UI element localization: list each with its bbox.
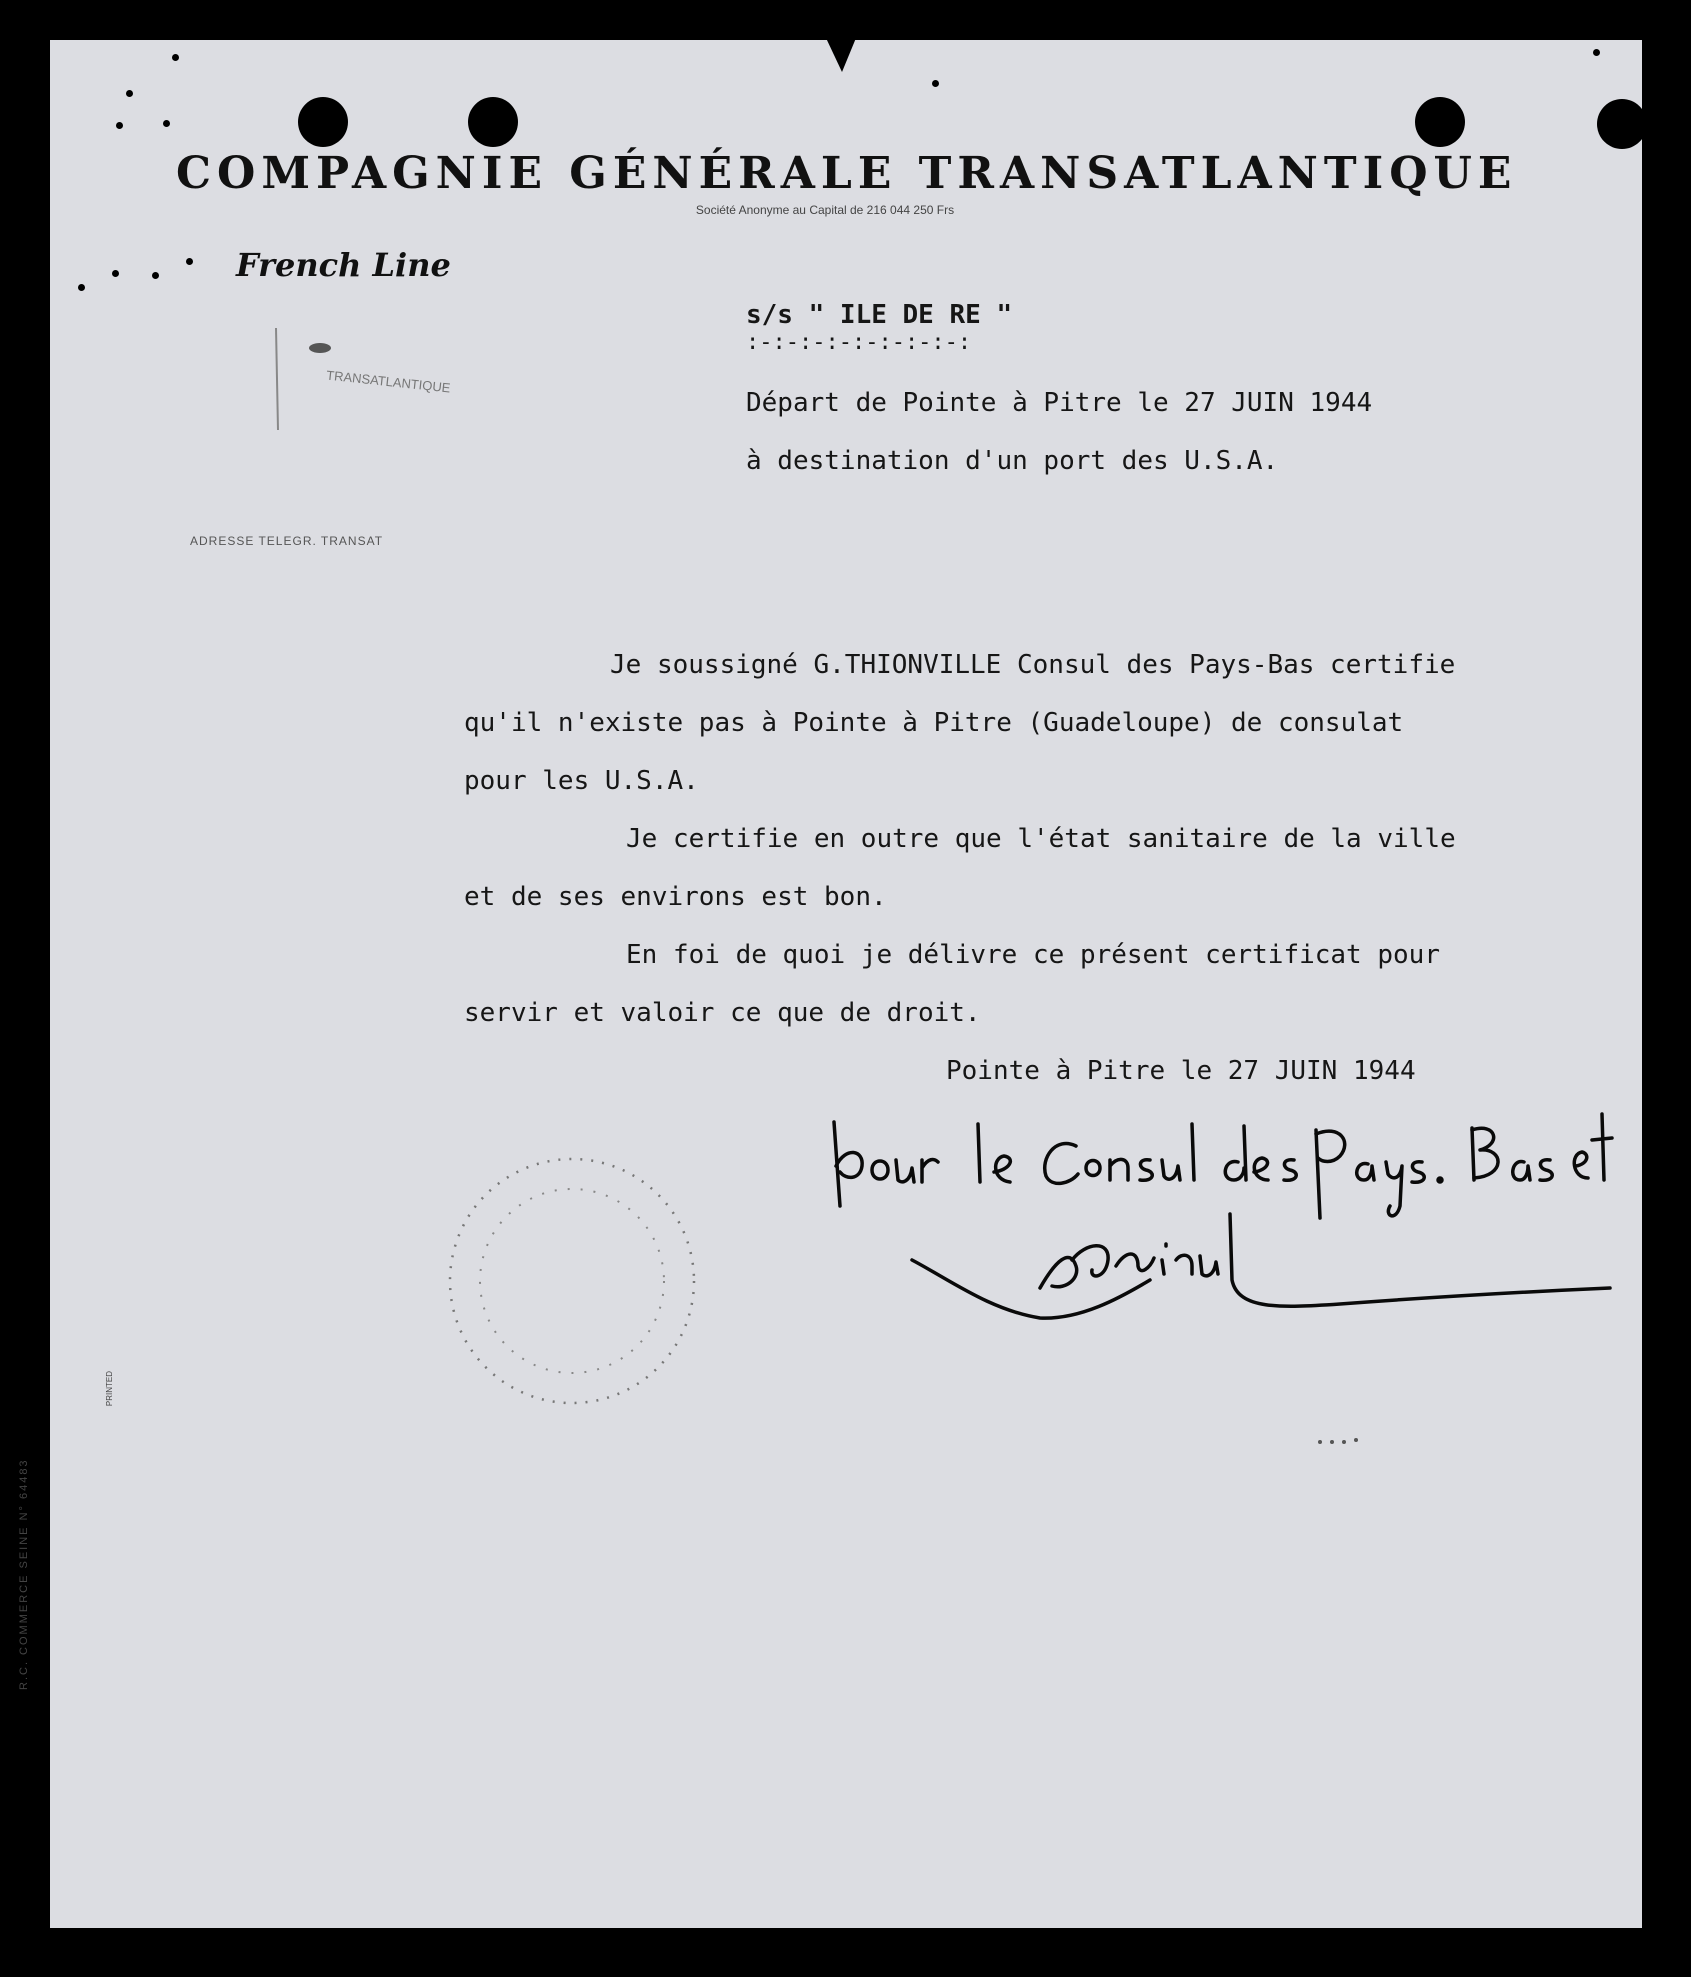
telegraph-address: ADRESSE TELEGR. TRANSAT	[190, 534, 384, 548]
faint-stamp	[270, 324, 480, 434]
speck	[163, 120, 170, 127]
punch-hole	[468, 97, 518, 147]
body-line: Je certifie en outre que l'état sanitaire de la ville	[626, 824, 1456, 854]
body-line: pour les U.S.A.	[464, 766, 699, 796]
brand-logo: French Line	[236, 246, 451, 284]
registration-note: R.C. COMMERCE SEINE N° 64483	[18, 1458, 30, 1690]
speck	[78, 284, 85, 291]
punch-hole	[1415, 97, 1465, 147]
body-line: En foi de quoi je délivre ce présent certificat pour	[626, 940, 1440, 970]
separator-line: :-:-:-:-:-:-:-:-:	[746, 330, 972, 355]
speck	[172, 54, 179, 61]
consular-seal	[432, 1146, 712, 1416]
printer-mark: PRINTED	[105, 1370, 115, 1407]
punch-hole	[298, 97, 348, 147]
tear-mark	[820, 38, 880, 78]
date-line: Pointe à Pitre le 27 JUIN 1944	[946, 1056, 1416, 1086]
speck	[186, 258, 193, 265]
departure-line: Départ de Pointe à Pitre le 27 JUIN 1944	[746, 388, 1373, 418]
company-capital: Société Anonyme au Capital de 216 044 250 Frs	[695, 203, 955, 217]
body-line: qu'il n'existe pas à Pointe à Pitre (Guadeloupe) de consulat	[464, 708, 1404, 738]
faint-mark	[1310, 1430, 1370, 1460]
speck	[116, 122, 123, 129]
destination-line: à destination d'un port des U.S.A.	[746, 446, 1279, 476]
speck	[152, 272, 159, 279]
company-name: COMPAGNIE GÉNÉRALE TRANSATLANTIQUE	[176, 148, 1518, 199]
speck	[126, 90, 133, 97]
body-line: Je soussigné G.THIONVILLE Consul des Pays-Bas certifie	[610, 650, 1456, 680]
stamp-text: TRANSATLANTIQUE	[325, 367, 452, 396]
speck	[932, 80, 939, 87]
ship-name: s/s " ILE DE RE "	[746, 300, 1013, 330]
speck	[112, 270, 119, 277]
speck	[1593, 49, 1600, 56]
signature-icon	[820, 1110, 1620, 1330]
seal-icon	[432, 1146, 712, 1416]
body-line: servir et valoir ce que de droit.	[464, 998, 981, 1028]
handwritten-signature	[820, 1110, 1620, 1330]
body-line: et de ses environs est bon.	[464, 882, 887, 912]
punch-hole	[1597, 99, 1647, 149]
